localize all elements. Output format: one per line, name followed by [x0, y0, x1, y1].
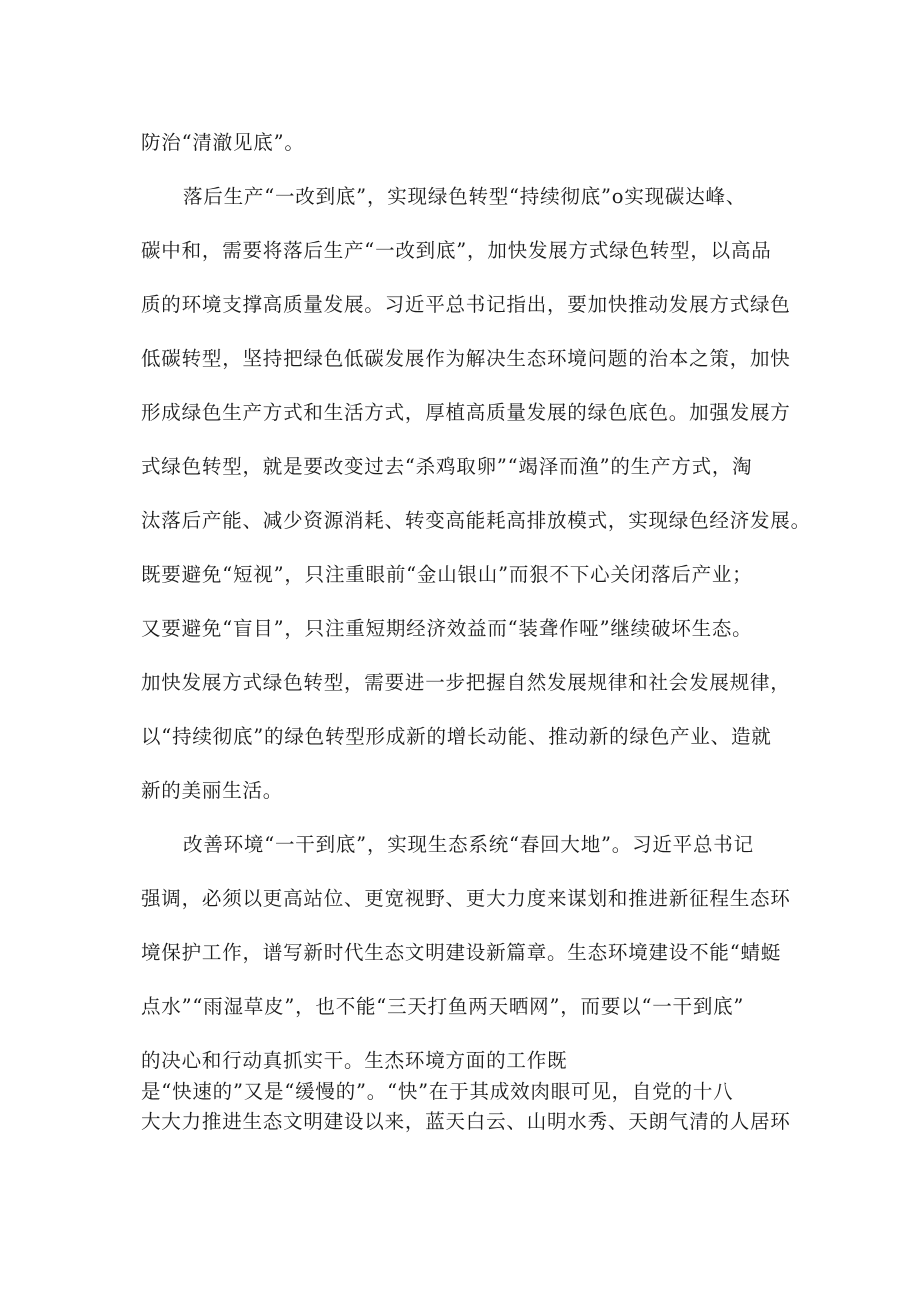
- text-line: 又要避免“盲目”，只注重短期经济效益而“装聋作哑”继续破坏生态。: [141, 617, 753, 640]
- text-line: 是“快速的”又是“缓慢的”。“快”在于其成效肉眼可见，自党的十八: [141, 1080, 734, 1103]
- text-line: 点水”“雨湿草皮”，也不能“三天打鱼两天晒网”，而要以“一干到底”: [141, 995, 745, 1018]
- text-line: 碳中和，需要将落后生产“一改到底”，加快发展方式绿色转型，以高品: [141, 239, 772, 262]
- text-line: 新的美丽生活。: [141, 779, 284, 802]
- text-line: 大大力推进生态文明建设以来，蓝天白云、山明水秀、天朗气清的人居环: [141, 1110, 791, 1133]
- text-line: 境保护工作，谱写新时代生态文明建设新篇章。生态环境建设不能“蜻蜓: [141, 941, 782, 964]
- text-line: 的决心和行动真抓实干。生杰环境方面的工作既: [141, 1049, 568, 1072]
- text-line: 强调，必须以更高站位、更宽视野、更大力度来谋划和推进新征程生态环: [141, 887, 791, 910]
- paragraph-start-line: 改善环境“一干到底”，实现生态系统“春回大地”。习近平总书记: [183, 833, 754, 856]
- text-line: 式绿色转型，就是要改变过去“杀鸡取卵”“竭泽而渔”的生产方式，淘: [141, 455, 753, 478]
- paragraph-start-line: 落后生产“一改到底”，实现绿色转型“持续彻底”o实现碳达峰、: [183, 185, 747, 208]
- text-line: 以“持续彻底”的绿色转型形成新的增长动能、推动新的绿色产业、造就: [141, 725, 772, 748]
- text-line: 防治“清澈见底”。: [141, 131, 305, 154]
- text-line: 汰落后产能、减少资源消耗、转变高能耗高排放模式，实现绿色经济发展。: [141, 509, 811, 532]
- text-line: 加快发展方式绿色转型，需要进一步把握自然发展规律和社会发展规律，: [141, 671, 791, 694]
- text-line: 既要避免“短视”，只注重眼前“金山银山”而狠不下心关闭落后产业；: [141, 563, 753, 586]
- text-line: 形成绿色生产方式和生活方式，厚植高质量发展的绿色底色。加强发展方: [141, 401, 791, 424]
- text-line: 低碳转型，坚持把绿色低碳发展作为解决生态环境问题的治本之策，加快: [141, 347, 791, 370]
- text-line: 质的环境支撑高质量发展。习近平总书记指出，要加快推动发展方式绿色: [141, 293, 791, 316]
